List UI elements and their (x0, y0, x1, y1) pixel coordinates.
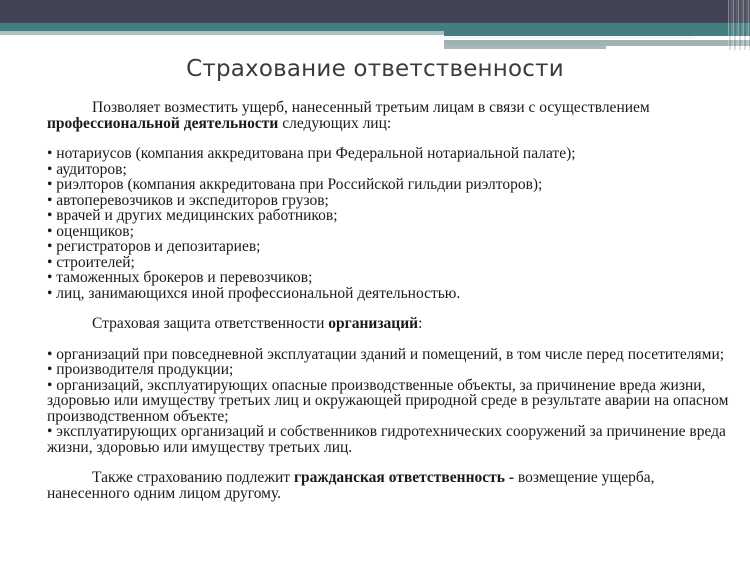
header-highlight-line (444, 37, 694, 39)
list-item: • производителя продукции; (47, 361, 234, 378)
section1-intro-bold: профессиональной деятельности (47, 114, 279, 132)
list-item: • эксплуатирующих организаций и собственников гидротехнических сооружений за причинение вреда жизни, здоровью или имуществу третьих лиц. (47, 423, 726, 456)
section3-text: Также страхованию подлежит (92, 469, 294, 486)
spacer (47, 455, 737, 470)
section2-intro-text: Страховая защита ответственности (92, 315, 329, 332)
list-item: • организаций, эксплуатирующих опасные производственные объекты, за причинение вреда жизни, здоровью или имуществу третьих лиц и окружающей природной среде в результате аварии на опасном производственном объекте; (47, 376, 729, 425)
header-teal-band-left (0, 23, 444, 31)
section1-intro-text: Позволяет возместить ущерб, нанесенный третьим лицам в связи с осуществлением (92, 99, 650, 116)
list-item: • аудиторов; (47, 160, 127, 178)
list-item: • регистраторов и депозитариев; (47, 238, 261, 255)
section1-intro-tail: следующих лиц: (278, 114, 392, 132)
section3-bold: гражданская ответственность - (293, 469, 514, 486)
list-item: • организаций при повседневной эксплуатации зданий и помещений, в том числе перед посетителями; (47, 345, 725, 363)
list-item: • строителей; (47, 253, 135, 271)
list-item: • лиц, занимающихся иной профессиональной деятельностью. (47, 284, 461, 302)
slide-body (47, 100, 737, 501)
list-item: • риэлторов (компания аккредитована при Российской гильдии риэлторов); (47, 176, 543, 193)
section2-intro (47, 316, 737, 332)
list-item: • таможенных брокеров и перевозчиков; (47, 269, 313, 286)
section1-bullet-list (47, 146, 737, 301)
header-decorative-stripes (728, 0, 750, 50)
list-item: • врачей и других медицинских работников; (47, 207, 338, 224)
section3-tail: возмещение ущерба, нанесенного одним лицом другому. (47, 469, 655, 502)
slide-title: Страхование ответственности (186, 56, 564, 82)
section1-intro (47, 100, 737, 131)
list-item: • автоперевозчиков и экспедиторов грузов; (47, 191, 329, 209)
section2-intro-bold: организаций (328, 315, 419, 332)
list-item: • оценщиков; (47, 222, 134, 240)
list-item: • нотариусов (компания аккредитована при Федеральной нотариальной палате); (47, 145, 576, 162)
spacer (47, 332, 737, 347)
header-teal-band-right (444, 23, 750, 36)
section2-bullet-list (47, 347, 737, 456)
header-fade-band-left (0, 31, 444, 35)
header-gray-extension (444, 46, 606, 49)
section3-paragraph (47, 470, 737, 501)
section2-intro-tail: : (418, 315, 423, 332)
spacer (47, 301, 737, 316)
spacer (47, 131, 737, 146)
header-dark-band (0, 0, 750, 23)
